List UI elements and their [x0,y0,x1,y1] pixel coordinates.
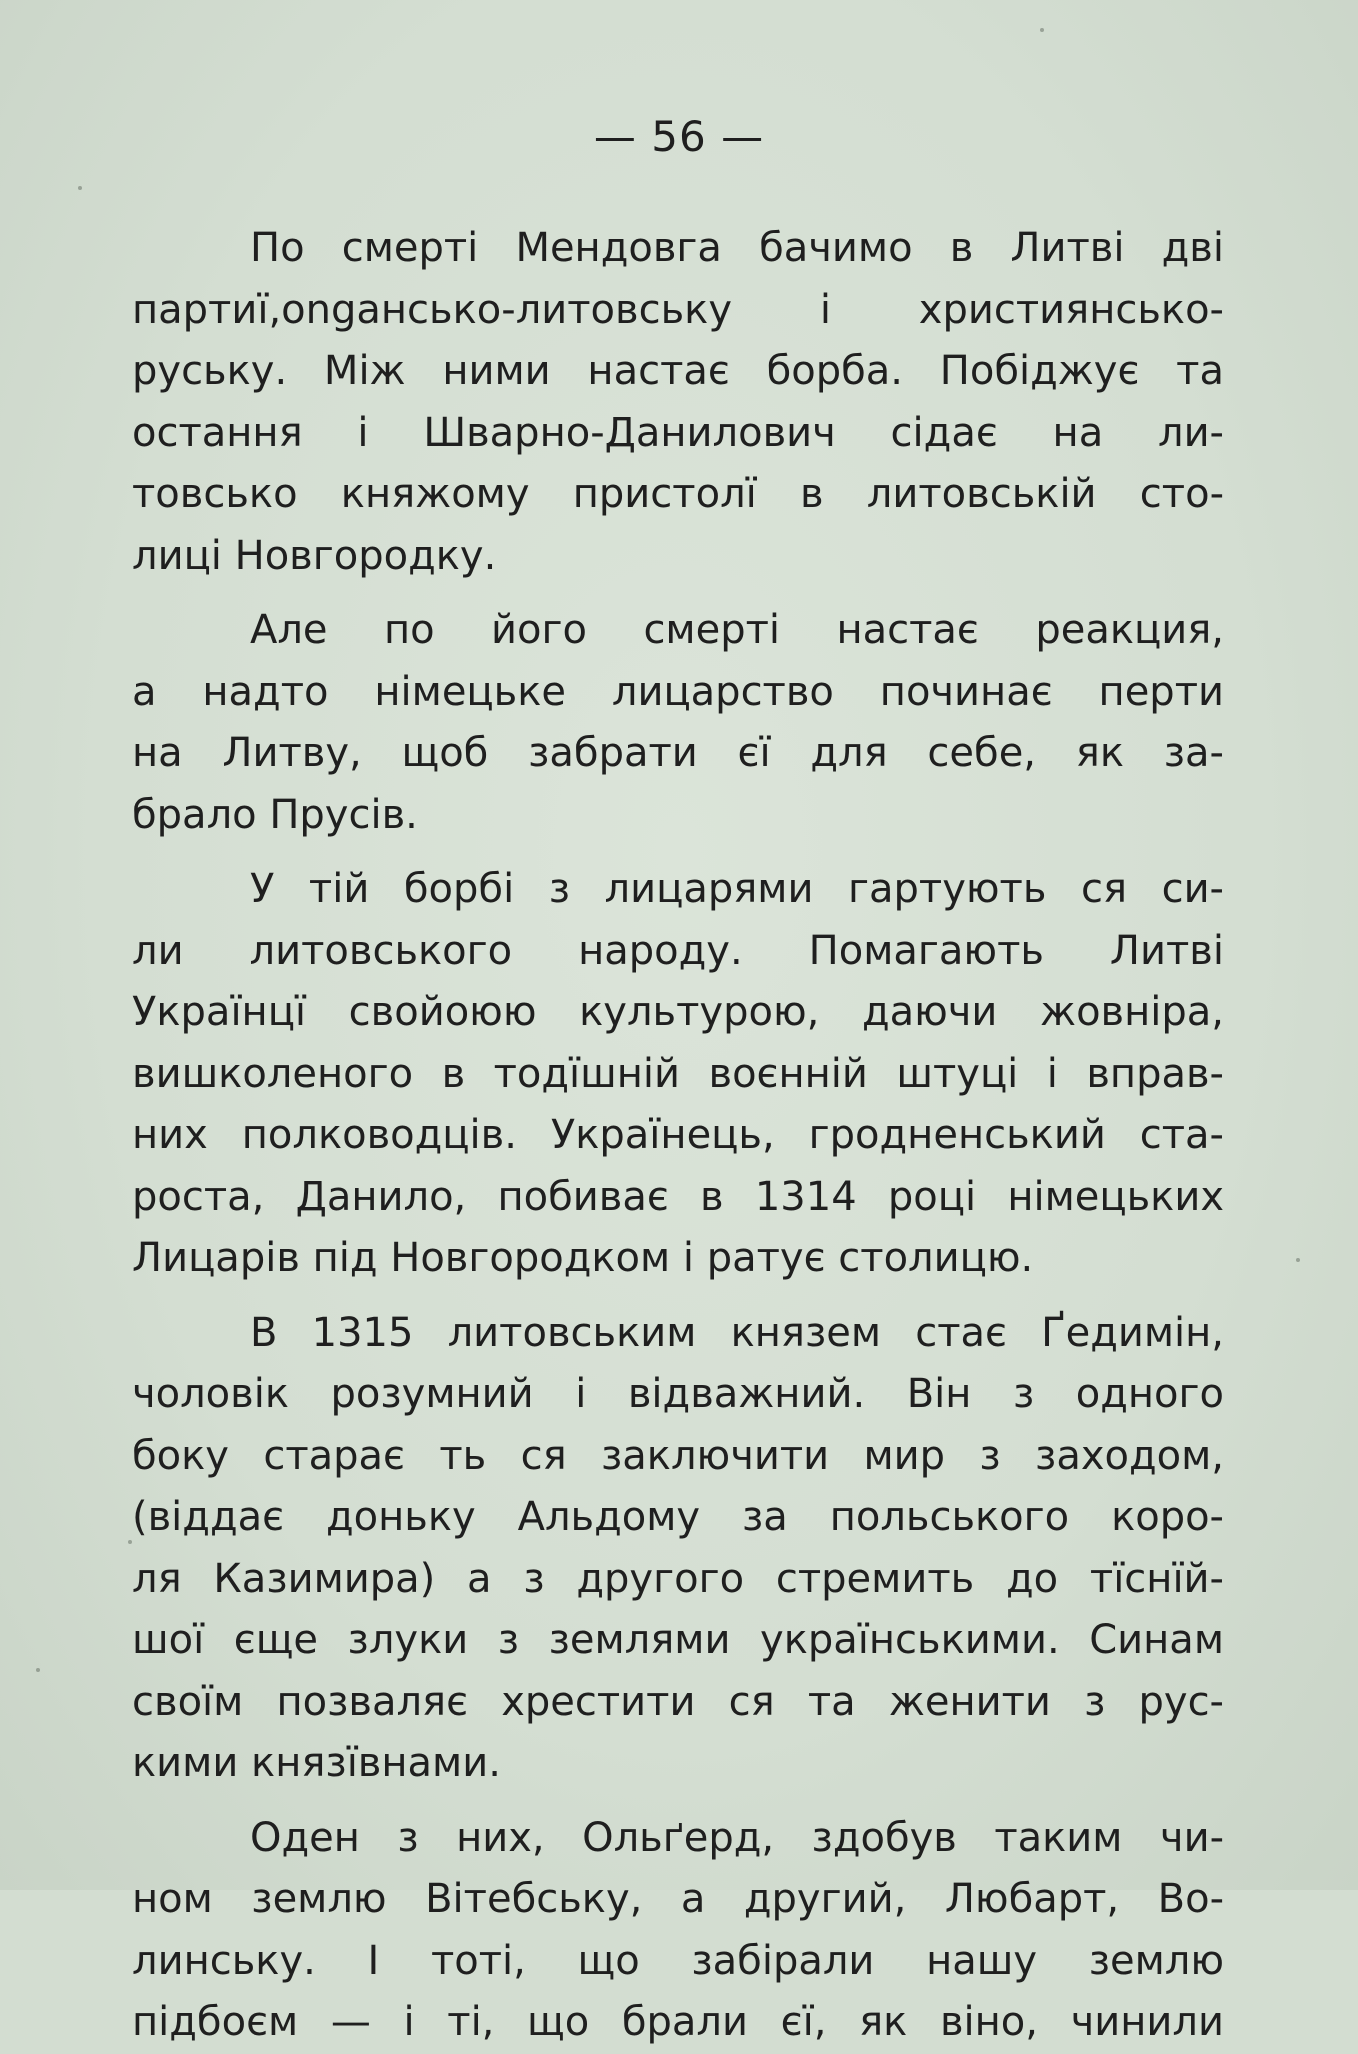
text-line: (віддає доньку Альдому за польського коро- [132,1494,1224,1540]
paper-speck [1296,1258,1300,1262]
text-line: ном землю Вітебську, а другий, Любарт, Во- [132,1876,1224,1922]
text-line: на Литву, щоб забрати єї для себе, як за- [132,730,1224,776]
text-line: По смерті Мендовга бачимо в Литві дві [250,225,1224,271]
text-line: кими князївнами. [132,1740,501,1786]
paragraph [132,600,1224,846]
text-line: руську. Між ними настає борба. Побіджує та [132,348,1224,394]
text-line: лиці Новгородку. [132,532,497,579]
text-line: Лицарів під Новгородком і ратує столицю. [132,1235,1034,1281]
text-line: партиї,ongансько-литовську і християнсько- [132,286,1224,333]
text-line: У тій борбі з лицарями гартують ся си- [250,866,1224,912]
text-line: ли литовського народу. Помагають Литві [132,927,1224,974]
text-line: ля Казимира) а з другого стремить до тїснїй- [132,1555,1224,1602]
text-line: чоловік розумний і відважний. Він з одного [132,1371,1224,1417]
paragraph [132,218,1224,587]
page-number: — 56 — [593,112,765,161]
paper-speck [78,186,82,190]
text-line: Але по його смерті настає реакция, [250,607,1224,653]
text-line: а надто німецьке лицарство починає перти [132,668,1224,715]
text-line: товсько княжому пристолї в литовській сто- [132,471,1224,517]
page-text [132,218,1224,2054]
text-line: Оден з них, Ольґерд, здобув таким чи- [250,1814,1224,1861]
paragraph [132,859,1224,1290]
text-line: Українцї свойоюю культурою, даючи жовніра, [132,989,1224,1035]
text-line: остання і Шварно-Данилович сідає на ли- [132,409,1224,456]
paragraph [132,1303,1224,1795]
text-line: шої єще злуки з землями українськими. Синам [132,1617,1224,1663]
text-line: брало Прусів. [132,791,418,838]
text-line: підбоєм — і ті, що брали єї, як віно, чинили [132,1999,1224,2045]
text-line: В 1315 литовським князем стає Ґедимін, [250,1309,1224,1356]
paper-speck [36,1668,40,1672]
text-line: своїм позваляє хрестити ся та женити з рус- [132,1678,1224,1725]
text-line: роста, Данило, побиває в 1314 році німецьких [132,1173,1224,1220]
paper-speck [1040,28,1044,32]
text-line: боку старає ть ся заключити мир з заходом, [132,1432,1224,1479]
paragraph [132,1808,1224,2054]
paper-speck [128,1540,132,1544]
text-line: линську. І тоті, що забірали нашу землю [132,1937,1224,1984]
text-line: вишколеного в тодїшній воєнній штуці і вправ- [132,1050,1224,1097]
text-line: них полководців. Українець, гродненський ста- [132,1112,1224,1158]
